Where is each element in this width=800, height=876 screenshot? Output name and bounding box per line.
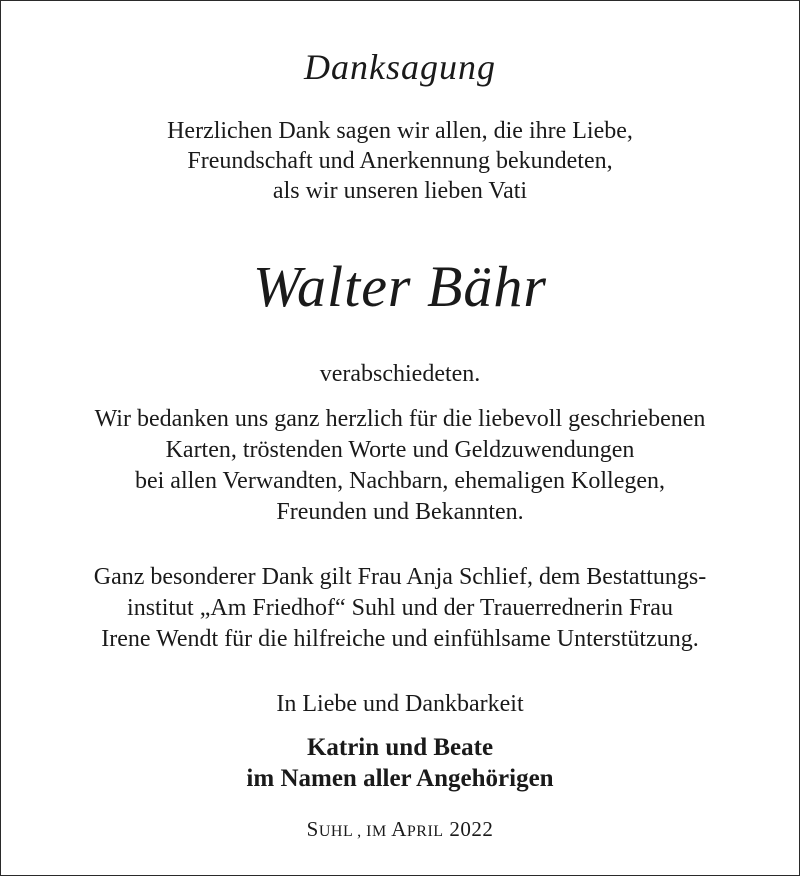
deceased-name-text: Walter Bähr — [252, 254, 548, 319]
place-separator: , — [352, 823, 367, 840]
special-thanks-paragraph — [0, 562, 800, 655]
thanks-line: Freunden und Bekannten. — [276, 499, 524, 525]
special-thanks-line: institut „Am Friedhof“ Suhl und der Trauerrednerin Frau — [127, 595, 673, 621]
heading-text: Danksagung — [304, 47, 496, 87]
closing-text: In Liebe und Dankbarkeit — [276, 691, 524, 717]
thanks-paragraph — [0, 404, 800, 528]
special-thanks-line: Irene Wendt für die hilfreiche und einfühlsame Unterstützung. — [101, 626, 699, 652]
year: 2022 — [443, 817, 494, 841]
month-rest: PRIL — [406, 823, 444, 840]
intro-line: Freundschaft und Anerkennung bekundeten, — [187, 148, 613, 174]
thanks-line: Wir bedanken uns ganz herzlich für die liebevoll geschriebenen — [94, 406, 706, 432]
farewell-text: verabschiedeten. — [319, 361, 481, 387]
place-initial: S — [306, 817, 319, 841]
signer-line: Katrin und Beate — [306, 734, 494, 761]
closing-line — [0, 689, 800, 719]
place-date-text — [0, 816, 800, 845]
place-rest: UHL — [318, 823, 353, 840]
month-prefix: IM — [366, 823, 392, 840]
thanks-line: bei allen Verwandten, Nachbarn, ehemaligen Kollegen, — [134, 468, 665, 494]
thanks-line: Karten, tröstenden Worte und Geldzuwendungen — [165, 437, 635, 463]
signers-block — [0, 732, 800, 794]
deceased-name — [0, 252, 800, 322]
place-date-line — [0, 816, 800, 845]
intro-line: als wir unseren lieben Vati — [272, 178, 528, 204]
month-initial: A — [391, 817, 407, 841]
notice-heading — [0, 44, 800, 90]
intro-paragraph — [0, 116, 800, 206]
special-thanks-line: Ganz besonderer Dank gilt Frau Anja Schlief, dem Bestattungs- — [93, 564, 707, 590]
farewell-line — [0, 359, 800, 389]
signer-line: im Namen aller Angehörigen — [246, 765, 554, 792]
intro-line: Herzlichen Dank sagen wir allen, die ihre Liebe, — [167, 118, 633, 144]
